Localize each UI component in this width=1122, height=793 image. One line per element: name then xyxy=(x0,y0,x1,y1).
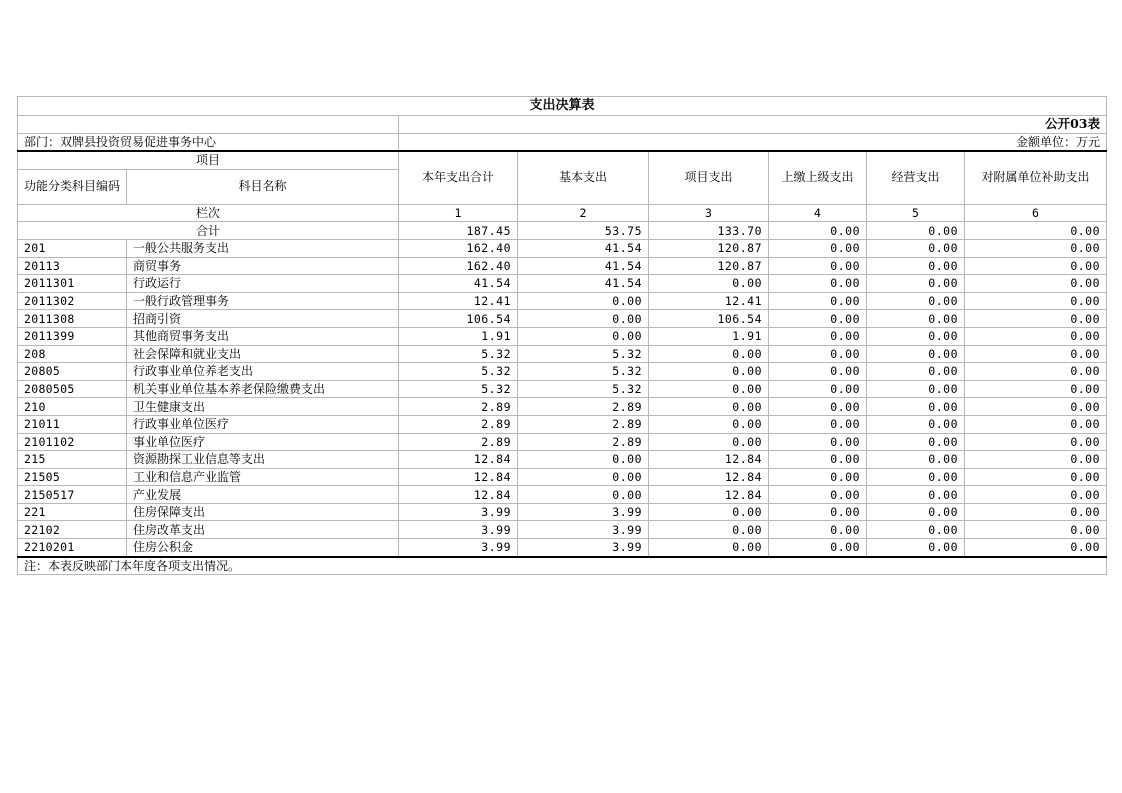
row-value: 0.00 xyxy=(769,239,867,257)
row-value: 2.89 xyxy=(518,398,649,416)
row-value: 0.00 xyxy=(518,310,649,328)
row-value: 41.54 xyxy=(518,239,649,257)
row-value: 120.87 xyxy=(649,239,769,257)
row-value: 2.89 xyxy=(518,433,649,451)
row-value: 12.41 xyxy=(399,292,518,310)
row-code: 22102 xyxy=(18,521,127,539)
expenditure-table xyxy=(17,96,1107,575)
table-note: 注：本表反映部门本年度各项支出情况。 xyxy=(18,557,1107,575)
row-value: 0.00 xyxy=(965,539,1107,557)
row-name: 商贸事务 xyxy=(127,257,399,275)
row-name: 一般行政管理事务 xyxy=(127,292,399,310)
row-code: 2011301 xyxy=(18,275,127,293)
row-value: 0.00 xyxy=(769,327,867,345)
row-code: 2080505 xyxy=(18,380,127,398)
total-label: 合计 xyxy=(18,222,399,240)
table-row xyxy=(18,415,1107,433)
row-name: 住房保障支出 xyxy=(127,503,399,521)
basic-header: 基本支出 xyxy=(518,151,649,204)
row-value: 0.00 xyxy=(769,380,867,398)
column-number-row xyxy=(18,204,1107,222)
project-header: 项目支出 xyxy=(649,151,769,204)
row-value: 0.00 xyxy=(867,503,965,521)
row-value: 0.00 xyxy=(649,415,769,433)
row-value: 12.41 xyxy=(649,292,769,310)
table-row xyxy=(18,521,1107,539)
row-name: 其他商贸事务支出 xyxy=(127,327,399,345)
row-code: 2150517 xyxy=(18,486,127,504)
column-number: 2 xyxy=(518,204,649,222)
row-value: 0.00 xyxy=(867,292,965,310)
row-value: 0.00 xyxy=(769,257,867,275)
row-value: 0.00 xyxy=(867,451,965,469)
row-value: 12.84 xyxy=(649,451,769,469)
row-code: 221 xyxy=(18,503,127,521)
row-value: 2.89 xyxy=(399,433,518,451)
row-code: 20805 xyxy=(18,363,127,381)
row-value: 3.99 xyxy=(399,503,518,521)
row-name: 行政事业单位养老支出 xyxy=(127,363,399,381)
row-name: 机关事业单位基本养老保险缴费支出 xyxy=(127,380,399,398)
row-value: 120.87 xyxy=(649,257,769,275)
code-header: 功能分类科目编码 xyxy=(18,169,127,204)
row-value: 0.00 xyxy=(867,363,965,381)
row-value: 0.00 xyxy=(518,451,649,469)
operating-header: 经营支出 xyxy=(867,151,965,204)
row-value: 0.00 xyxy=(769,521,867,539)
row-value: 0.00 xyxy=(867,539,965,557)
row-value: 0.00 xyxy=(769,310,867,328)
row-value: 0.00 xyxy=(867,521,965,539)
row-value: 0.00 xyxy=(649,275,769,293)
row-value: 5.32 xyxy=(399,380,518,398)
row-value: 0.00 xyxy=(649,539,769,557)
row-value: 0.00 xyxy=(867,415,965,433)
row-value: 0.00 xyxy=(518,327,649,345)
row-code: 20113 xyxy=(18,257,127,275)
row-value: 5.32 xyxy=(399,363,518,381)
row-value: 0.00 xyxy=(965,345,1107,363)
row-value: 0.00 xyxy=(649,433,769,451)
row-value: 0.00 xyxy=(518,486,649,504)
row-name: 招商引资 xyxy=(127,310,399,328)
row-value: 3.99 xyxy=(399,539,518,557)
row-value: 0.00 xyxy=(867,239,965,257)
row-value: 41.54 xyxy=(518,257,649,275)
row-value: 41.54 xyxy=(518,275,649,293)
row-value: 0.00 xyxy=(965,380,1107,398)
column-number: 1 xyxy=(399,204,518,222)
row-value: 0.00 xyxy=(769,433,867,451)
row-value: 3.99 xyxy=(518,503,649,521)
column-number: 4 xyxy=(769,204,867,222)
row-name: 一般公共服务支出 xyxy=(127,239,399,257)
row-value: 12.84 xyxy=(399,468,518,486)
table-row xyxy=(18,468,1107,486)
row-value: 0.00 xyxy=(649,345,769,363)
row-value: 106.54 xyxy=(649,310,769,328)
item-header: 项目 xyxy=(18,151,399,169)
total-value: 0.00 xyxy=(769,222,867,240)
row-code: 21011 xyxy=(18,415,127,433)
table-row xyxy=(18,345,1107,363)
row-name: 社会保障和就业支出 xyxy=(127,345,399,363)
total-header: 本年支出合计 xyxy=(399,151,518,204)
row-value: 0.00 xyxy=(965,310,1107,328)
table-row xyxy=(18,275,1107,293)
row-value: 0.00 xyxy=(965,327,1107,345)
row-value: 0.00 xyxy=(867,468,965,486)
row-value: 0.00 xyxy=(867,433,965,451)
row-value: 2.89 xyxy=(399,398,518,416)
row-value: 162.40 xyxy=(399,239,518,257)
row-value: 12.84 xyxy=(399,486,518,504)
table-row xyxy=(18,310,1107,328)
row-value: 0.00 xyxy=(769,292,867,310)
row-value: 12.84 xyxy=(649,486,769,504)
row-value: 0.00 xyxy=(965,257,1107,275)
row-name: 行政事业单位医疗 xyxy=(127,415,399,433)
upper-header: 上缴上级支出 xyxy=(769,151,867,204)
row-value: 41.54 xyxy=(399,275,518,293)
row-value: 0.00 xyxy=(769,468,867,486)
row-value: 0.00 xyxy=(518,292,649,310)
row-value: 12.84 xyxy=(399,451,518,469)
row-value: 1.91 xyxy=(649,327,769,345)
table-row xyxy=(18,398,1107,416)
row-value: 5.32 xyxy=(399,345,518,363)
row-name: 卫生健康支出 xyxy=(127,398,399,416)
row-value: 106.54 xyxy=(399,310,518,328)
row-name: 事业单位医疗 xyxy=(127,433,399,451)
row-value: 0.00 xyxy=(965,433,1107,451)
row-value: 3.99 xyxy=(518,521,649,539)
row-value: 5.32 xyxy=(518,363,649,381)
row-name: 资源勘探工业信息等支出 xyxy=(127,451,399,469)
row-value: 0.00 xyxy=(769,415,867,433)
row-name: 行政运行 xyxy=(127,275,399,293)
blank-cell xyxy=(18,116,399,134)
row-code: 2011399 xyxy=(18,327,127,345)
row-value: 0.00 xyxy=(867,380,965,398)
row-value: 0.00 xyxy=(965,415,1107,433)
row-value: 0.00 xyxy=(965,292,1107,310)
row-value: 0.00 xyxy=(649,521,769,539)
total-value: 133.70 xyxy=(649,222,769,240)
table-number-row xyxy=(18,116,1107,134)
row-value: 0.00 xyxy=(965,275,1107,293)
table-row xyxy=(18,292,1107,310)
row-value: 0.00 xyxy=(518,468,649,486)
row-name: 住房改革支出 xyxy=(127,521,399,539)
row-value: 0.00 xyxy=(867,398,965,416)
row-value: 0.00 xyxy=(965,486,1107,504)
row-value: 0.00 xyxy=(649,398,769,416)
row-value: 0.00 xyxy=(867,327,965,345)
total-row xyxy=(18,222,1107,240)
row-value: 0.00 xyxy=(965,363,1107,381)
table-row xyxy=(18,257,1107,275)
row-code: 208 xyxy=(18,345,127,363)
department-label: 部门：双牌县投资贸易促进事务中心 xyxy=(18,133,399,151)
row-name: 产业发展 xyxy=(127,486,399,504)
row-code: 2011308 xyxy=(18,310,127,328)
row-value: 0.00 xyxy=(769,451,867,469)
row-code: 2210201 xyxy=(18,539,127,557)
total-value: 53.75 xyxy=(518,222,649,240)
name-header: 科目名称 xyxy=(127,169,399,204)
row-value: 0.00 xyxy=(965,468,1107,486)
row-value: 5.32 xyxy=(518,345,649,363)
row-value: 0.00 xyxy=(965,521,1107,539)
table-row xyxy=(18,451,1107,469)
row-value: 0.00 xyxy=(965,503,1107,521)
row-code: 2101102 xyxy=(18,433,127,451)
row-value: 0.00 xyxy=(867,486,965,504)
table-number: 公开03表 xyxy=(399,116,1107,134)
row-name: 住房公积金 xyxy=(127,539,399,557)
row-value: 0.00 xyxy=(769,539,867,557)
table-row xyxy=(18,327,1107,345)
title-row xyxy=(18,97,1107,116)
row-value: 2.89 xyxy=(518,415,649,433)
unit-label: 金额单位：万元 xyxy=(399,133,1107,151)
column-number: 6 xyxy=(965,204,1107,222)
row-value: 0.00 xyxy=(769,486,867,504)
table-row xyxy=(18,539,1107,557)
row-value: 2.89 xyxy=(399,415,518,433)
row-code: 21505 xyxy=(18,468,127,486)
row-value: 0.00 xyxy=(965,398,1107,416)
row-value: 0.00 xyxy=(769,363,867,381)
subsidy-header: 对附属单位补助支出 xyxy=(965,151,1107,204)
row-value: 5.32 xyxy=(518,380,649,398)
row-value: 0.00 xyxy=(867,275,965,293)
department-row xyxy=(18,133,1107,151)
row-code: 2011302 xyxy=(18,292,127,310)
row-value: 3.99 xyxy=(399,521,518,539)
row-value: 0.00 xyxy=(769,345,867,363)
total-value: 0.00 xyxy=(867,222,965,240)
row-value: 3.99 xyxy=(518,539,649,557)
row-value: 0.00 xyxy=(867,257,965,275)
row-value: 0.00 xyxy=(769,398,867,416)
column-number-label: 栏次 xyxy=(18,204,399,222)
table-row xyxy=(18,239,1107,257)
row-value: 162.40 xyxy=(399,257,518,275)
row-value: 0.00 xyxy=(965,239,1107,257)
row-value: 0.00 xyxy=(649,380,769,398)
row-name: 工业和信息产业监管 xyxy=(127,468,399,486)
column-number: 3 xyxy=(649,204,769,222)
row-value: 0.00 xyxy=(965,451,1107,469)
table-row xyxy=(18,503,1107,521)
row-code: 215 xyxy=(18,451,127,469)
table-row xyxy=(18,486,1107,504)
row-value: 0.00 xyxy=(867,345,965,363)
row-value: 0.00 xyxy=(649,363,769,381)
total-value: 0.00 xyxy=(965,222,1107,240)
row-code: 210 xyxy=(18,398,127,416)
row-value: 0.00 xyxy=(769,275,867,293)
row-value: 0.00 xyxy=(769,503,867,521)
table-row xyxy=(18,380,1107,398)
table-row xyxy=(18,363,1107,381)
column-number: 5 xyxy=(867,204,965,222)
header-row-1 xyxy=(18,151,1107,169)
table-row xyxy=(18,433,1107,451)
row-value: 0.00 xyxy=(867,310,965,328)
page-title: 支出决算表 xyxy=(18,97,1107,116)
total-value: 187.45 xyxy=(399,222,518,240)
row-value: 0.00 xyxy=(649,503,769,521)
note-row xyxy=(18,557,1107,575)
row-code: 201 xyxy=(18,239,127,257)
row-value: 1.91 xyxy=(399,327,518,345)
row-value: 12.84 xyxy=(649,468,769,486)
